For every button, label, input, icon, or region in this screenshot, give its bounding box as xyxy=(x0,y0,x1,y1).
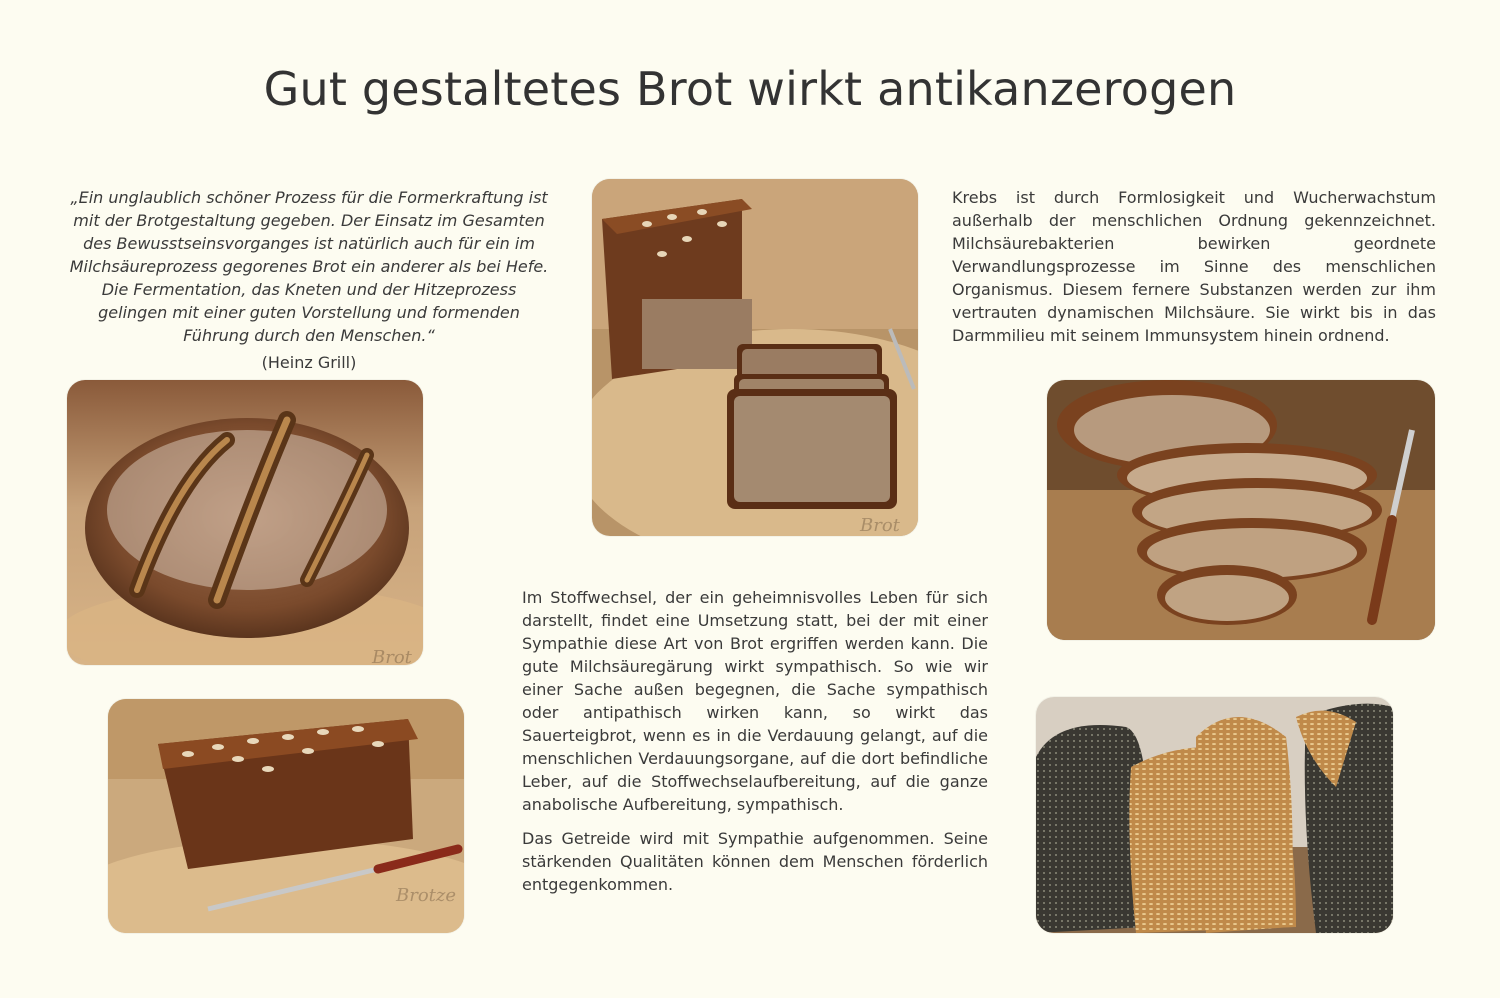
seed-loaves-photo xyxy=(1036,697,1393,933)
sliced-round-loaf-photo xyxy=(1047,380,1435,640)
round-loaf-photo xyxy=(67,380,423,665)
metabolism-text xyxy=(522,586,988,907)
metabolism-paragraph: Im Stoffwechsel, der ein geheimnisvolles Leben für sich darstellt, findet eine Umsetzung statt, bei der mit einer Sympathie diese Art von Brot ergriffen werden kann. Die gute Milchsäuregärung wirkt sympathisch. So wie wir einer Sache außen begegnen, die Sache sympathisch oder antipathisch wirken kann, so wirkt das Sauerteigbrot, wenn es in die Verdauung gelangt, auf die menschlichen Verdauungsorgane, auf die dort befindliche Leber, auf die Stoffwechselaufbereitung, auf die ganze anabolische Aufbereitung, sympathisch. xyxy=(522,588,988,814)
page-title: Gut gestaltetes Brot wirkt antikanzerogen xyxy=(263,62,1237,116)
watermark-text: Brotze xyxy=(396,885,457,906)
seeded-loaf-photo xyxy=(108,699,464,933)
watermark-text: Brot xyxy=(860,515,900,536)
quote-block xyxy=(67,186,551,374)
quote-author: (Heinz Grill) xyxy=(261,353,357,372)
sliced-loaf-photo xyxy=(592,179,918,536)
cancer-paragraph: Krebs ist durch Formlosigkeit und Wucherwachstum außerhalb der menschlichen Ordnung gekennzeichnet. Milchsäurebakterien bewirken geordnete Verwandlungsprozesse im Sinne des menschlichen Organismus. Diesem fernere Substanzen werden zur ihm vertrauten dynamischen Milchsäure. Sie wirkt bis in das Darmmilieu mit seinem Immunsystem hinein ordnend. xyxy=(952,188,1436,345)
grain-paragraph: Das Getreide wird mit Sympathie aufgenommen. Seine stärkenden Qualitäten können dem Menschen förderlich entgegenkommen. xyxy=(522,829,988,894)
watermark-text: Brot xyxy=(372,647,412,665)
quote-text: „Ein unglaublich schöner Prozess für die Formerkraftung ist mit der Brotgestaltung gegeben. Der Einsatz im Gesamten des Bewusstseinsvorganges ist natürlich auch für ein im Milchsäureprozess gegorenes Brot ein anderer als bei Hefe. Die Fermentation, das Kneten und der Hitzeprozess gelingen mit einer guten Vorstellung und formenden Führung durch den Menschen.“ xyxy=(69,188,549,345)
